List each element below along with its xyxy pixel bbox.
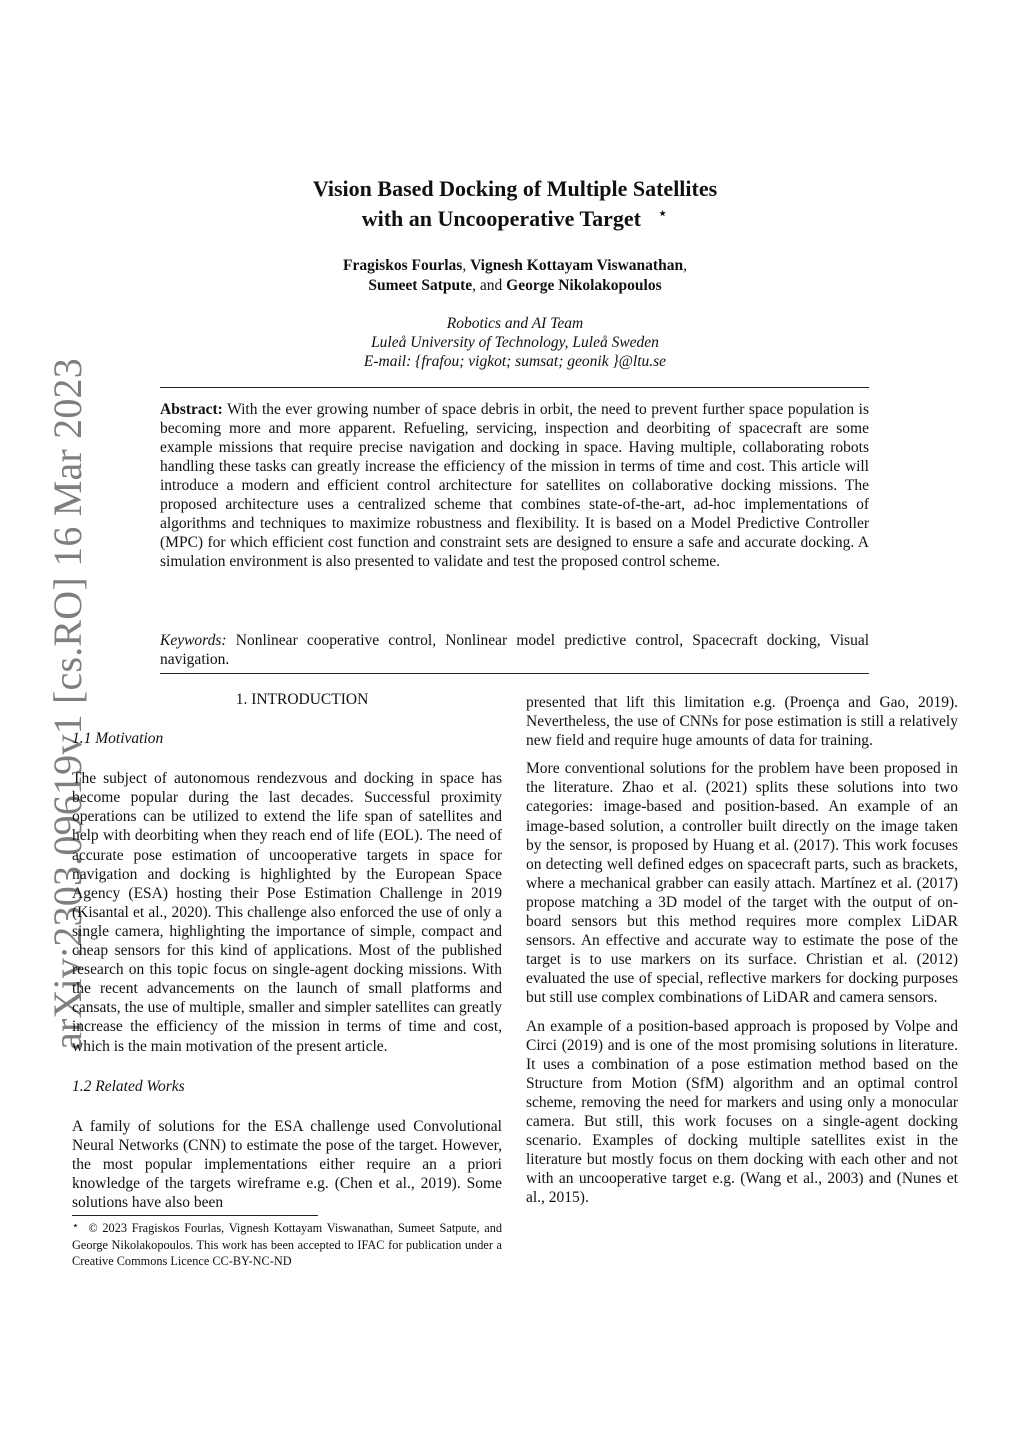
keywords-label: Keywords: xyxy=(160,632,227,649)
copyright-footnote xyxy=(72,1221,502,1269)
title-line-2-text: with an Uncooperative Target xyxy=(361,206,641,231)
abstract-label: Abstract: xyxy=(160,401,223,418)
title-line-2 xyxy=(200,204,830,235)
paragraph-cnn-continuation: presented that lift this limitation e.g. (Proença and Gao, 2019). Nevertheless, the use of CNNs for pose estimation is still a relatively new field and require huge amounts of data for training. xyxy=(526,694,958,750)
author-line-1: Fragiskos Fourlas, Vignesh Kottayam Viswanathan, xyxy=(343,257,687,274)
right-column xyxy=(526,693,958,1207)
footnote-text: © 2023 Fragiskos Fourlas, Vignesh Kottayam Viswanathan, Sumeet Satpute, and George Nikolakopoulos. This work has been accepted to IFAC for publication under a Creative Commons Licence CC-BY-NC-ND xyxy=(72,1221,502,1268)
paragraph-related-works: A family of solutions for the ESA challenge used Convolutional Neural Networks (CNN) to estimate the pose of the target. However, the most popular implementations either require an a priori knowledge of the targets wireframe e.g. (Chen et al., 2019). Some solutions have also been xyxy=(72,1117,502,1212)
section-heading-introduction: 1. INTRODUCTION xyxy=(235,691,369,708)
left-column xyxy=(72,690,502,1269)
author-list xyxy=(200,256,830,296)
paragraph-position-based: An example of a position-based approach is proposed by Volpe and Circi (2019) and is one of the most promising solutions in literature. It uses a combination of a pose estimation method based on the Structure from Motion (SfM) algorithm and an optimal control scheme, removing the need for markers and using only a monocular camera. But still, this work focuses on a single-agent docking scenario. Examples of docking multiple satellites exist in the literature but mostly focus on them docking with each other and not with an uncooperative target e.g. (Wang et al., 2003) and (Nunes et al., 2015). xyxy=(526,1017,958,1207)
footnote-star-icon: ⋆ xyxy=(72,1220,79,1233)
affiliation-email: E-mail: {frafou; vigkot; sumsat; geonik }@ltu.se xyxy=(363,353,667,370)
title-footnote-star-icon: ⋆ xyxy=(656,203,669,223)
abstract xyxy=(160,400,869,571)
keywords-text: Nonlinear cooperative control, Nonlinear model predictive control, Spacecraft docking, Visual navigation. xyxy=(160,632,870,668)
author-name: Sumeet Satpute xyxy=(368,277,473,294)
affiliation-block xyxy=(200,314,830,371)
author-line-2 xyxy=(200,276,830,296)
abstract-top-rule xyxy=(160,387,869,388)
affiliation-university: Luleå University of Technology, Luleå Sweden xyxy=(371,334,659,351)
abstract-bottom-rule xyxy=(160,673,869,674)
paper-title xyxy=(200,174,830,235)
author-name: Vignesh Kottayam Viswanathan xyxy=(470,257,684,274)
abstract-text: With the ever growing number of space debris in orbit, the need to prevent further space population is becoming more and more apparent. Refueling, servicing, inspection and deorbiting of spacecraft are some example missions that require precise navigation and docking in space. Having multiple, collaborating robots handling these tasks can greatly increase the efficiency of the mission in terms of time and cost. This article will introduce a modern and efficient control architecture for satellites on collaborative docking missions. The proposed architecture uses a centralized scheme that combines state-of-the-art, ad-hoc implementations of algorithms and techniques to maximize robustness and flexibility. It is based on a Model Predictive Controller (MPC) for which efficient cost function and constraint sets are designed to ensure a safe and accurate docking. A simulation environment is also presented to validate and test the proposed control scheme. xyxy=(160,401,869,570)
subsection-heading-related-works: 1.2 Related Works xyxy=(72,1077,185,1095)
subsection-heading-motivation: 1.1 Motivation xyxy=(72,730,164,748)
author-name: George Nikolakopoulos xyxy=(506,277,662,294)
author-conjunction: , and xyxy=(472,277,507,294)
affiliation-team: Robotics and AI Team xyxy=(446,315,584,332)
author-name: Fragiskos Fourlas xyxy=(343,257,463,274)
footnote-rule xyxy=(72,1215,318,1216)
title-line-1: Vision Based Docking of Multiple Satellites xyxy=(312,176,718,201)
arxiv-identifier-stamp: arXiv:2303.09619v1 [cs.RO] 16 Mar 2023 xyxy=(45,358,90,1050)
paragraph-motivation: The subject of autonomous rendezvous and docking in space has become popular during the last decades. Successful proximity operations can be utilized to extend the life span of satellites and help with deorbiting when they reach end of life (EOL). The need of accurate pose estimation of uncooperative targets in space for navigation and docking is highlighted by the European Space Agency (ESA) hosting their Pose Estimation Challenge in 2019 (Kisantal et al., 2020). This challenge also enforced the use of only a single camera, highlighting the importance of simple, compact and cheap sensors for this kind of applications. Most of the published research on this topic focus on single-agent docking missions. With the recent advancements on the launch of small platforms and cansats, the use of multiple, smaller and simpler satellites can greatly increase the efficiency of the mission in terms of time and cost, which is the main motivation of the present article. xyxy=(72,770,502,1055)
paragraph-conventional-solutions: More conventional solutions for the problem have been proposed in the literature. Zhao et al. (2021) splits these solutions into two categories: image-based and position-based. An example of an image-based solution, a controller built directly on the image taken by the sensor, is proposed by Huang et al. (2017). This work focuses on detecting well defined edges on spacecraft parts, such as brackets, where a mechanical grabber can easily attach. Martínez et al. (2017) propose matching a 3D model of the target with the output of on-board sensors but this method requires more complex LiDAR sensors. An effective and accurate way to estimate the pose of the target is to use markers on its surface. Christian et al. (2012) evaluated the use of special, reflective markers for docking purposes but still use complex combinations of LiDAR and camera sensors. xyxy=(526,760,958,1007)
keywords xyxy=(160,631,869,669)
